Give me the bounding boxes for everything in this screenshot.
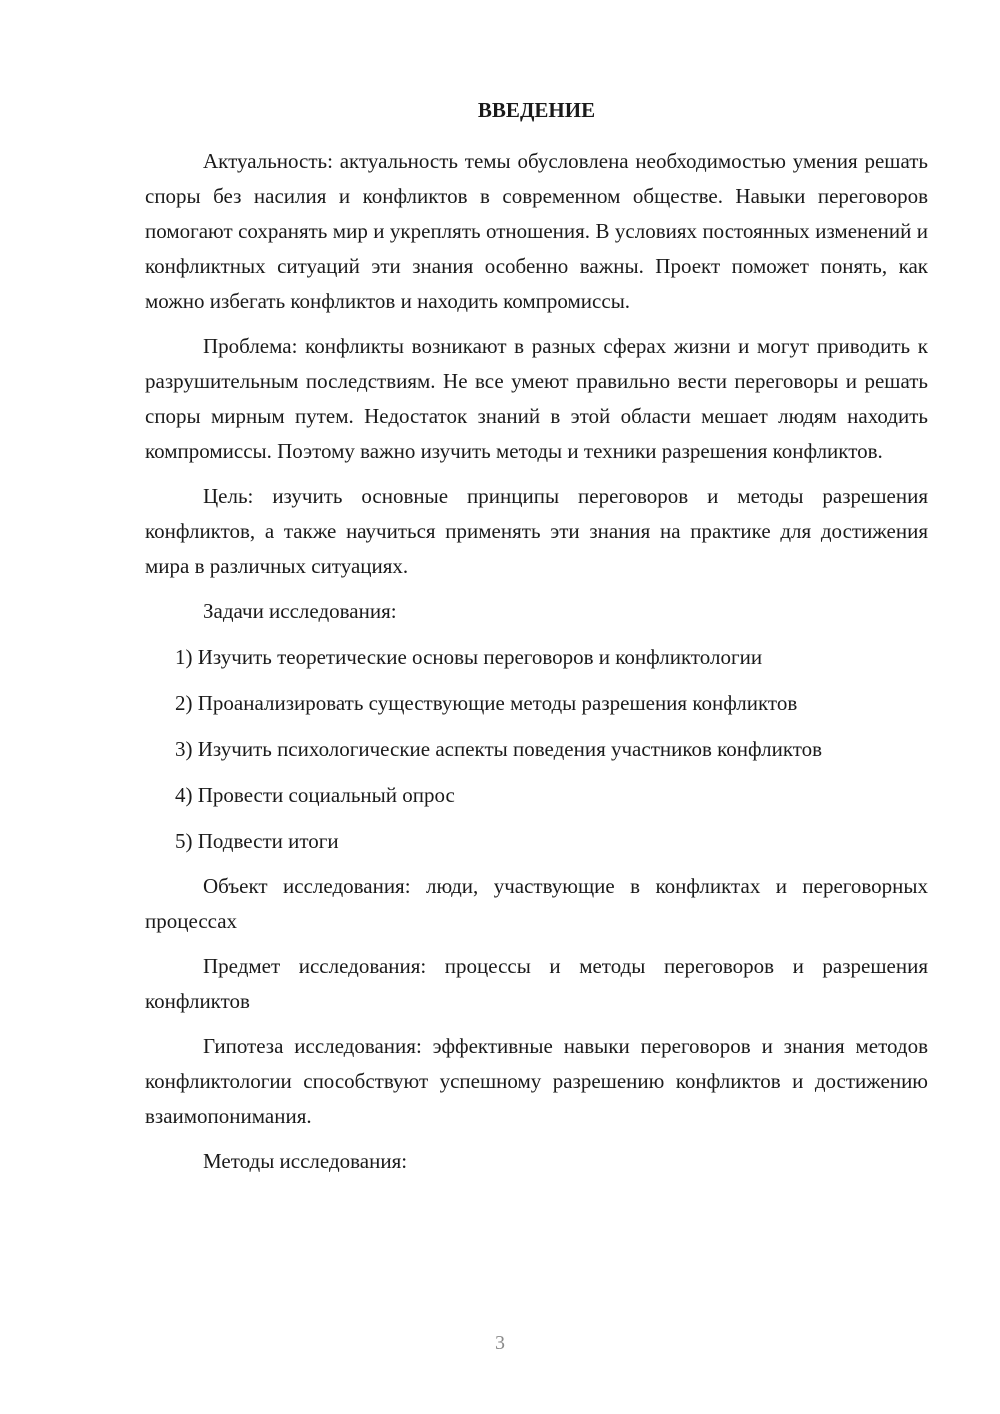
task-item-1: 1) Изучить теоретические основы переговоров и конфликтологии bbox=[175, 645, 763, 669]
paragraph-object: Объект исследования: люди, участвующие в конфликтах и переговорных процессах bbox=[145, 874, 928, 933]
task-item-2: 2) Проанализировать существующие методы разрешения конфликтов bbox=[175, 691, 798, 715]
paragraph-goal: Цель: изучить основные принципы переговоров и методы разрешения конфликтов, а также научиться применять эти знания на практике для достижения мира в различных ситуациях. bbox=[145, 484, 928, 578]
task-item-4: 4) Провести социальный опрос bbox=[175, 783, 455, 807]
tasks-heading: Задачи исследования: bbox=[203, 599, 397, 623]
task-item-5: 5) Подвести итоги bbox=[175, 829, 339, 853]
task-item-3: 3) Изучить психологические аспекты поведения участников конфликтов bbox=[175, 737, 823, 761]
paragraph-problem: Проблема: конфликты возникают в разных сферах жизни и могут приводить к разрушительным последствиям. Не все умеют правильно вести переговоры и решать споры мирным путем. Недостаток знаний в этой области мешает людям находить компромиссы. Поэтому важно изучить методы и техники разрешения конфликтов. bbox=[145, 334, 928, 463]
paragraph-relevance: Актуальность: актуальность темы обусловлена необходимостью умения решать споры без насилия и конфликтов в современном обществе. Навыки переговоров помогают сохранять мир и укреплять отношения. В условиях постоянных изменений и конфликтных ситуаций эти знания особенно важны. Проект поможет понять, как можно избегать конфликтов и находить компромиссы. bbox=[145, 149, 928, 313]
page-title: ВВЕДЕНИЕ bbox=[477, 98, 596, 122]
methods-heading: Методы исследования: bbox=[203, 1149, 408, 1173]
page-number: 3 bbox=[495, 1332, 505, 1354]
paragraph-hypothesis: Гипотеза исследования: эффективные навыки переговоров и знания методов конфликтологии способствуют успешному разрешению конфликтов и достижению взаимопонимания. bbox=[145, 1034, 928, 1128]
paragraph-subject: Предмет исследования: процессы и методы переговоров и разрешения конфликтов bbox=[145, 954, 928, 1013]
document-page bbox=[145, 96, 928, 1179]
